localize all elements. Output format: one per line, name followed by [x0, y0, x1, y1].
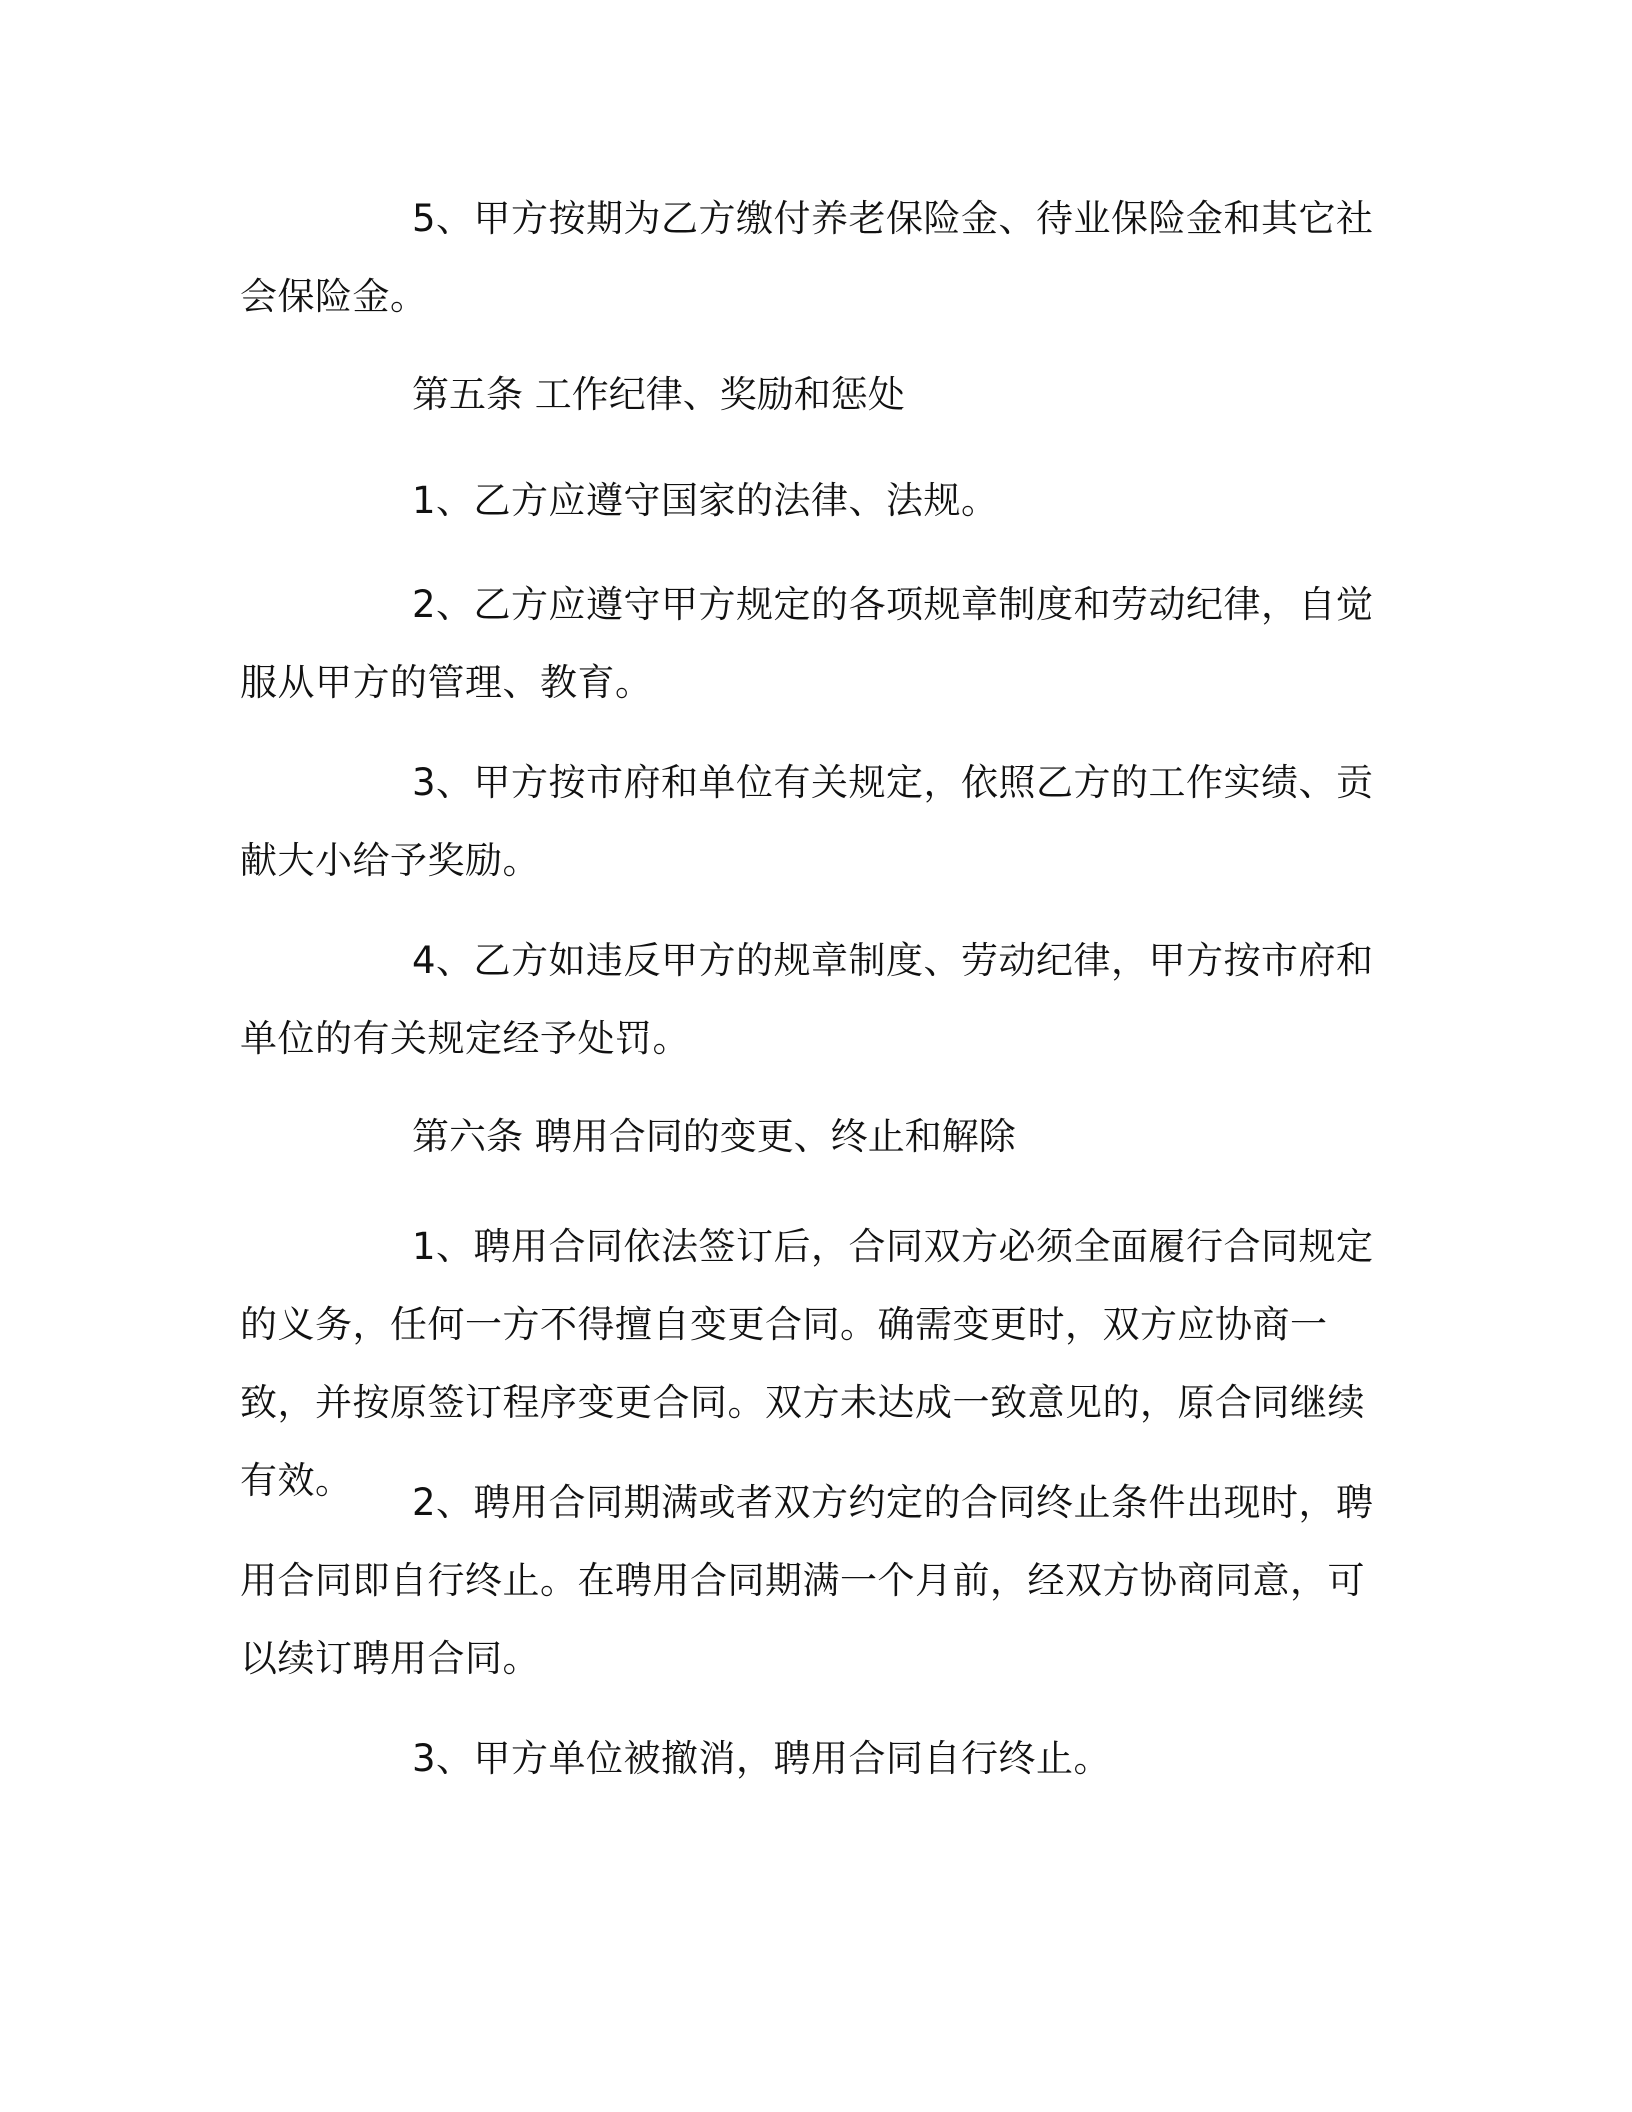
article-6-item-1: 1、聘用合同依法签订后，合同双方必须全面履行合同规定的义务，任何一方不得擅自变更合同。确需变更时，双方应协商一致，并按原签订程序变更合同。双方未达成一致意见的，原合同继续有效。: [240, 1225, 1374, 1502]
clause-4-item-5: 5、甲方按期为乙方缴付养老保险金、待业保险金和其它社会保险金。: [240, 197, 1374, 318]
article-5-item-4: 4、乙方如违反甲方的规章制度、劳动纪律，甲方按市府和单位的有关规定经予处罚。: [240, 939, 1374, 1060]
article-5-item-1: 1、乙方应遵守国家的法律、法规。: [412, 479, 999, 522]
article-5-heading: 第五条 工作纪律、奖励和惩处: [412, 373, 905, 416]
article-5-item-2: 2、乙方应遵守甲方规定的各项规章制度和劳动纪律，自觉服从甲方的管理、教育。: [240, 583, 1374, 704]
article-6-heading: 第六条 聘用合同的变更、终止和解除: [412, 1115, 1016, 1158]
article-6-item-2: 2、聘用合同期满或者双方约定的合同终止条件出现时，聘用合同即自行终止。在聘用合同期满一个月前，经双方协商同意，可以续订聘用合同。: [240, 1481, 1374, 1680]
article-5-item-3: 3、甲方按市府和单位有关规定，依照乙方的工作实绩、贡献大小给予奖励。: [240, 761, 1374, 882]
article-6-item-3: 3、甲方单位被撤消，聘用合同自行终止。: [412, 1737, 1112, 1780]
